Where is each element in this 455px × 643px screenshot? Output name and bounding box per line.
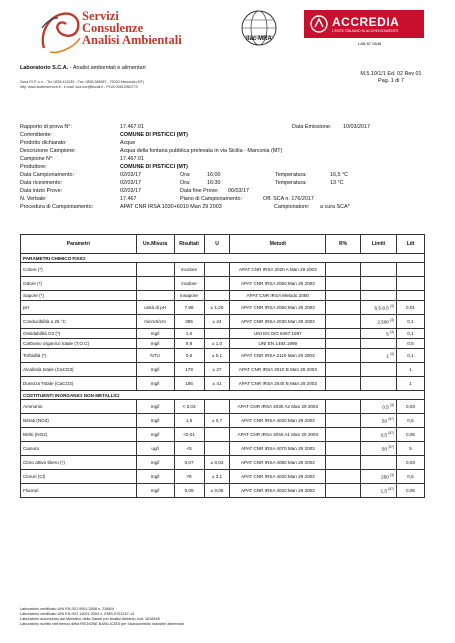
limit-note: (57) bbox=[388, 431, 394, 436]
cell-parametro: Sapore (*) bbox=[21, 291, 137, 301]
lab-title bbox=[20, 65, 146, 71]
table-row bbox=[21, 339, 425, 349]
cell-ldt: 0,1 bbox=[397, 349, 425, 363]
cell-recupero bbox=[326, 484, 361, 498]
cell-recupero bbox=[326, 414, 361, 428]
cell-limite bbox=[361, 428, 397, 442]
cell-risultato: insapore bbox=[174, 291, 204, 301]
cell-incertezza bbox=[204, 291, 230, 301]
cell-recupero bbox=[326, 470, 361, 484]
cell-ldt: 0,5 bbox=[397, 470, 425, 484]
cell-risultato: 9,8 bbox=[174, 339, 204, 349]
cell-recupero bbox=[326, 400, 361, 414]
document-code-block bbox=[356, 71, 426, 85]
table-row bbox=[21, 315, 425, 329]
label-descrizione: Descrizione Campione: bbox=[20, 148, 76, 154]
cell-ldt: 0,03 bbox=[397, 456, 425, 470]
label-campionatore: Campionatore: bbox=[274, 204, 310, 210]
section-title: PARAMETRI CHIMICO FISICI bbox=[21, 254, 425, 263]
label-procedura: Procedura di Campionamento: bbox=[20, 204, 94, 210]
limit-note: (3) bbox=[390, 330, 394, 335]
value-produttore: COMUNE DI PISTICCI (MT) bbox=[120, 164, 188, 170]
cell-incertezza: ± 41 bbox=[204, 377, 230, 391]
cell-metodo: APAT CNR IRSA 2110 Man 29 2003 bbox=[230, 349, 326, 363]
label-temperatura-2: Temperatura: bbox=[275, 180, 307, 186]
cell-unita: NTU bbox=[136, 349, 174, 363]
cell-risultato: incolore bbox=[174, 263, 204, 277]
limit-value: 1,5 bbox=[380, 488, 388, 494]
cell-risultato: 1,5 bbox=[174, 414, 204, 428]
footer-line-2: Laboratorio certificato UNI EN ISO 14001:2004 n. EMS-0701247-14 bbox=[20, 612, 135, 616]
cell-recupero bbox=[326, 456, 361, 470]
cell-ldt: 0,05 bbox=[397, 484, 425, 498]
cell-unita: mg/l bbox=[136, 456, 174, 470]
value-ora-2: 16:30 bbox=[207, 180, 221, 186]
table-row bbox=[21, 400, 425, 414]
value-piano: Off. SCA n. 176/2017 bbox=[263, 196, 314, 202]
cell-metodo: APAT CNR IRSA 4030 A2 Man 29 2003 bbox=[230, 400, 326, 414]
cell-parametro: pH bbox=[21, 301, 137, 315]
label-verbale: N. Verbale: bbox=[20, 196, 47, 202]
section-row bbox=[21, 254, 425, 263]
cell-recupero bbox=[326, 329, 361, 339]
value-data-campionamento: 02/03/17 bbox=[120, 172, 141, 178]
cell-ldt: 0,5 bbox=[397, 414, 425, 428]
label-campione: Campione N°: bbox=[20, 156, 54, 162]
cell-limite bbox=[361, 484, 397, 498]
cell-metodo: APAT CNR IRSA 2030 Man 29 2003 bbox=[230, 315, 326, 329]
label-emissione: Data Emissione: bbox=[292, 124, 332, 130]
header-recupero: R% bbox=[326, 235, 361, 254]
cell-unita: mg/l bbox=[136, 329, 174, 339]
cell-incertezza: ± 0,1 bbox=[204, 349, 230, 363]
limit-value: 250 bbox=[381, 474, 389, 480]
cell-recupero bbox=[326, 291, 361, 301]
label-inizio-prove: Data inizio Prove: bbox=[20, 188, 63, 194]
limit-value: 0,5 bbox=[382, 404, 389, 410]
table-row bbox=[21, 329, 425, 339]
cell-risultato: 0,5 bbox=[174, 349, 204, 363]
cell-incertezza bbox=[204, 263, 230, 277]
label-produttore: Produttore: bbox=[20, 164, 47, 170]
footer-line-3: Laboratorio autorizzato dal Ministero della Salute per Analisi Amianto cod. 1618456 bbox=[20, 617, 160, 621]
value-temperatura-1: 16,5 °C bbox=[330, 172, 349, 178]
footer-line-1: Laboratorio certificato UNI EN ISO 9001:2008 n. 2366/4 bbox=[20, 607, 114, 611]
cell-limite bbox=[361, 456, 397, 470]
cell-parametro: Durezza Totale (CaCO3) bbox=[21, 377, 137, 391]
lab-address-line-2: http: www.scaterservice.it - e-mail: sca.snc@tiscali.it - P.IVA 00612960773 bbox=[20, 85, 138, 89]
cell-recupero bbox=[326, 377, 361, 391]
table-row bbox=[21, 484, 425, 498]
cell-ldt: 1 bbox=[397, 377, 425, 391]
cell-risultato: 395 bbox=[174, 315, 204, 329]
lab-number: LAB N° 0648 bbox=[358, 41, 382, 46]
certifications-footer bbox=[20, 607, 184, 627]
accredia-name: ACCREDIA bbox=[332, 15, 400, 29]
limit-note: (3) bbox=[390, 352, 394, 357]
limit-note: (57) bbox=[388, 487, 394, 492]
cell-recupero bbox=[326, 263, 361, 277]
cell-unita: mg/l bbox=[136, 400, 174, 414]
limit-note: (3) bbox=[390, 318, 394, 323]
cell-unita bbox=[136, 291, 174, 301]
cell-metodo: APAT CNR IRSA 2010 B Man 29 2003 bbox=[230, 363, 326, 377]
cell-unita: mg/l bbox=[136, 363, 174, 377]
header-risultati: Risultati bbox=[174, 235, 204, 254]
limit-note: (3) bbox=[390, 304, 394, 309]
cell-risultato: <0,01 bbox=[174, 428, 204, 442]
cell-unita bbox=[136, 263, 174, 277]
label-temperatura-1: Temperatura: bbox=[275, 172, 307, 178]
cell-limite bbox=[361, 291, 397, 301]
logo-line-2: Consulenze bbox=[82, 21, 144, 35]
accredia-subtitle: L'ENTE ITALIANO DI ACCREDITAMENTO bbox=[332, 29, 399, 33]
table-row bbox=[21, 442, 425, 456]
value-prodotto: Acque bbox=[120, 140, 136, 146]
cell-ldt: 5 bbox=[397, 442, 425, 456]
lab-desc: - Analisi ambientali e alimentari bbox=[68, 65, 146, 71]
cell-recupero bbox=[326, 277, 361, 291]
value-campionatore: a cura SCA* bbox=[320, 204, 350, 210]
cell-unita: mg/l bbox=[136, 470, 174, 484]
cell-incertezza: ± 0,7 bbox=[204, 414, 230, 428]
table-row bbox=[21, 377, 425, 391]
cell-limite bbox=[361, 442, 397, 456]
ilac-globe-icon bbox=[236, 8, 282, 52]
label-prodotto: Prodotto dichiarato: bbox=[20, 140, 67, 146]
accredia-logo bbox=[304, 10, 424, 38]
cell-metodo: APAT CNR IRSA 2050 Man 29 2003 bbox=[230, 277, 326, 291]
cell-incertezza bbox=[204, 329, 230, 339]
limit-value: 1 bbox=[386, 353, 389, 359]
table-row bbox=[21, 277, 425, 291]
cell-parametro: Odore (*) bbox=[21, 277, 137, 291]
cell-risultato: 7,98 bbox=[174, 301, 204, 315]
logo-line-1: Servizi bbox=[82, 9, 119, 23]
cell-parametro: Conducibilità a 25 °C bbox=[21, 315, 137, 329]
header-metodi: Metodi bbox=[230, 235, 326, 254]
cell-incertezza: ± 1,0 bbox=[204, 339, 230, 349]
limit-note: (57) bbox=[388, 445, 394, 450]
cell-limite bbox=[361, 349, 397, 363]
cell-recupero bbox=[326, 339, 361, 349]
cell-risultato: < 0,03 bbox=[174, 400, 204, 414]
cell-limite bbox=[361, 277, 397, 291]
accredia-mark-icon bbox=[310, 15, 328, 33]
limit-value: 50 bbox=[381, 418, 388, 424]
cell-limite bbox=[361, 339, 397, 349]
cell-metodo: APAT CNR IRSA 4020 Man 29 2003 bbox=[230, 470, 326, 484]
limit-value: 6,5-9,5 bbox=[374, 305, 389, 311]
cell-risultato: 186 bbox=[174, 377, 204, 391]
ilac-text: ilac-MRA bbox=[246, 36, 272, 42]
table-row bbox=[21, 301, 425, 315]
cell-risultato: 0,09 bbox=[174, 484, 204, 498]
cell-incertezza bbox=[204, 428, 230, 442]
cell-parametro: Carbonio organico totale (T.O.C) bbox=[21, 339, 137, 349]
cell-parametro: Torbidità (*) bbox=[21, 349, 137, 363]
label-committente: Committente: bbox=[20, 132, 53, 138]
cell-ldt: 0,1 bbox=[397, 315, 425, 329]
results-body bbox=[21, 254, 425, 498]
ilac-mra-logo bbox=[236, 8, 282, 52]
limit-note: (3) bbox=[390, 403, 394, 408]
cell-incertezza: ± 27 bbox=[204, 363, 230, 377]
cell-incertezza: ± 1,20 bbox=[204, 301, 230, 315]
cell-recupero bbox=[326, 301, 361, 315]
cell-metodo: APAT CNR IRSA 2060 Man 29 2003 bbox=[230, 301, 326, 315]
cell-limite bbox=[361, 470, 397, 484]
cell-risultato: 78 bbox=[174, 470, 204, 484]
cell-recupero bbox=[326, 315, 361, 329]
cell-incertezza: ± 0,05 bbox=[204, 484, 230, 498]
label-fine-prove: Data fine Prove: bbox=[180, 188, 219, 194]
cell-metodo: APAT CNR IRSA 4070 Man 29 2003 bbox=[230, 442, 326, 456]
cell-unita: mg/l bbox=[136, 339, 174, 349]
table-row bbox=[21, 291, 425, 301]
cell-limite bbox=[361, 315, 397, 329]
cell-ldt bbox=[397, 263, 425, 277]
label-rapporto: Rapporto di prova N°: bbox=[20, 124, 72, 130]
header-ldt: Ldt bbox=[397, 235, 425, 254]
cell-limite bbox=[361, 400, 397, 414]
value-inizio-prove: 02/03/17 bbox=[120, 188, 141, 194]
cell-parametro: Cloruri (Cl) bbox=[21, 470, 137, 484]
cell-limite bbox=[361, 263, 397, 277]
value-committente: COMUNE DI PISTICCI (MT) bbox=[120, 132, 188, 138]
cell-ldt: 0,5 bbox=[397, 339, 425, 349]
cell-metodo: APAT CNR IRSA 4020 Man 29 2003 bbox=[230, 414, 326, 428]
value-fine-prove: 06/03/17 bbox=[228, 188, 249, 194]
cell-unita: mg/l bbox=[136, 484, 174, 498]
section-title: COSTITUENTI INORGANICI NON METALLICI bbox=[21, 391, 425, 400]
document-code: M.5.10/1/1 Ed. 02 Rev 01 bbox=[360, 71, 422, 77]
value-procedura: APAT CNR IRSA 1030+6010 Man 29 2003 bbox=[120, 204, 222, 210]
value-campione: 17.467.01 bbox=[120, 156, 144, 162]
label-piano: Piano di Campionamento: bbox=[180, 196, 243, 202]
logo-text bbox=[82, 10, 182, 46]
cell-recupero bbox=[326, 428, 361, 442]
cell-limite bbox=[361, 363, 397, 377]
label-ora-2: Ora: bbox=[180, 180, 191, 186]
table-row bbox=[21, 414, 425, 428]
limit-value: 5 bbox=[386, 331, 389, 337]
table-row bbox=[21, 263, 425, 277]
header-limiti: Limiti bbox=[361, 235, 397, 254]
cell-parametro: Nitrati (NO3) bbox=[21, 414, 137, 428]
sca-swirl-icon bbox=[38, 8, 84, 56]
value-verbale: 17.467 bbox=[120, 196, 137, 202]
cell-limite bbox=[361, 301, 397, 315]
cell-unita bbox=[136, 277, 174, 291]
results-table bbox=[20, 234, 425, 498]
cell-recupero bbox=[326, 349, 361, 363]
cell-limite bbox=[361, 329, 397, 339]
cell-ldt bbox=[397, 277, 425, 291]
value-rapporto: 17.467.01 bbox=[120, 124, 144, 130]
label-data-ricevimento: Data ricevimento: bbox=[20, 180, 62, 186]
value-ora-1: 16:00 bbox=[207, 172, 221, 178]
lab-address-line-1: Zona P.I.P. s.n. - Tel. 0835.411039 - Fax. 0835.385987 - 75020 Marconia (MT) bbox=[20, 80, 144, 84]
cell-parametro: Cianuro bbox=[21, 442, 137, 456]
cell-parametro: Fluoruri bbox=[21, 484, 137, 498]
cell-unita: ug/l bbox=[136, 442, 174, 456]
cell-ldt: 0,01 bbox=[397, 301, 425, 315]
table-row bbox=[21, 363, 425, 377]
value-temperatura-2: 13 °C bbox=[330, 180, 344, 186]
cell-parametro: Nitriti (NO2) bbox=[21, 428, 137, 442]
cell-parametro: Ammonio bbox=[21, 400, 137, 414]
section-row bbox=[21, 391, 425, 400]
cell-unita: mg/l bbox=[136, 377, 174, 391]
cell-risultato: inodore bbox=[174, 277, 204, 291]
cell-metodo: APAT CNR IRSA 4020 Man 29 2003 bbox=[230, 484, 326, 498]
cell-metodo: APAT CNR IRSA 2040 B Man 29 2003 bbox=[230, 377, 326, 391]
value-data-ricevimento: 02/03/17 bbox=[120, 180, 141, 186]
cell-metodo: UNI EN 1484:1999 bbox=[230, 339, 326, 349]
label-ora-1: Ora: bbox=[180, 172, 191, 178]
cell-ldt: 0,05 bbox=[397, 428, 425, 442]
footer-line-4: Laboratorio iscritto nell'elenco della REGIONE BASILICATA per l'autocontrollo industrie alimentari bbox=[20, 622, 184, 626]
table-row bbox=[21, 470, 425, 484]
cell-metodo: APAT CNR IRSA 2020 A Man 29 2003 bbox=[230, 263, 326, 277]
cell-ldt: 1 bbox=[397, 363, 425, 377]
cell-incertezza bbox=[204, 277, 230, 291]
label-data-campionamento: Data Campionamento: bbox=[20, 172, 74, 178]
value-emissione: 10/03/2017 bbox=[343, 124, 370, 130]
cell-unita: unità di pH bbox=[136, 301, 174, 315]
cell-incertezza: ± 0,03 bbox=[204, 456, 230, 470]
cell-unita: mg/l bbox=[136, 428, 174, 442]
cell-incertezza: ± 24 bbox=[204, 315, 230, 329]
table-row bbox=[21, 456, 425, 470]
cell-incertezza bbox=[204, 442, 230, 456]
limit-value: 50 bbox=[381, 446, 388, 452]
cell-risultato: <5 bbox=[174, 442, 204, 456]
cell-limite bbox=[361, 414, 397, 428]
cell-risultato: 0,07 bbox=[174, 456, 204, 470]
sca-logo bbox=[22, 6, 197, 58]
header-unita: Un.Misura bbox=[136, 235, 174, 254]
cell-risultato: 1,0 bbox=[174, 329, 204, 339]
cell-recupero bbox=[326, 363, 361, 377]
cell-parametro: Ossidabilità O2 (*) bbox=[21, 329, 137, 339]
cell-parametro: Cloro attivo libero (*) bbox=[21, 456, 137, 470]
table-row bbox=[21, 349, 425, 363]
logo-line-3: Analisi Ambientali bbox=[82, 33, 182, 47]
cell-metodo: APAT CNR IRSA 4080 Man 29 2003 bbox=[230, 456, 326, 470]
value-descrizione: Acqua della fontana pubblica prelevata in via Sicilia - Marconia (MT) bbox=[120, 148, 283, 154]
cell-risultato: 179 bbox=[174, 363, 204, 377]
table-row bbox=[21, 428, 425, 442]
cell-metodo: APAT CNR IRSA Metodo 2080 bbox=[230, 291, 326, 301]
cell-unita: mg/l bbox=[136, 414, 174, 428]
cell-parametro: Alcalinità totale (CaCO3) bbox=[21, 363, 137, 377]
limit-note: (57) bbox=[388, 417, 394, 422]
limit-value: 0,5 bbox=[380, 432, 388, 438]
limit-value: 2.500 bbox=[377, 319, 389, 325]
cell-metodo: UNI EN ISO 8467:1997 bbox=[230, 329, 326, 339]
cell-ldt bbox=[397, 291, 425, 301]
header-u: U bbox=[204, 235, 230, 254]
cell-metodo: APAT CNR IRSA 4040 A1 Man 29 2003 bbox=[230, 428, 326, 442]
limit-note: (3) bbox=[390, 473, 394, 478]
cell-recupero bbox=[326, 442, 361, 456]
cell-ldt: 0,1 bbox=[397, 329, 425, 339]
table-header-row bbox=[21, 235, 425, 254]
page-number: Pag. 1 di 7 bbox=[378, 78, 404, 84]
cell-incertezza: ± 3,1 bbox=[204, 470, 230, 484]
header-parametri: Parametri bbox=[21, 235, 137, 254]
cell-parametro: Colore (*) bbox=[21, 263, 137, 277]
lab-address bbox=[20, 80, 144, 90]
lab-name: Laboratorio S.C.A. bbox=[20, 65, 69, 71]
cell-ldt: 0,03 bbox=[397, 400, 425, 414]
cell-unita: microS/cm bbox=[136, 315, 174, 329]
cell-incertezza bbox=[204, 400, 230, 414]
cell-limite bbox=[361, 377, 397, 391]
